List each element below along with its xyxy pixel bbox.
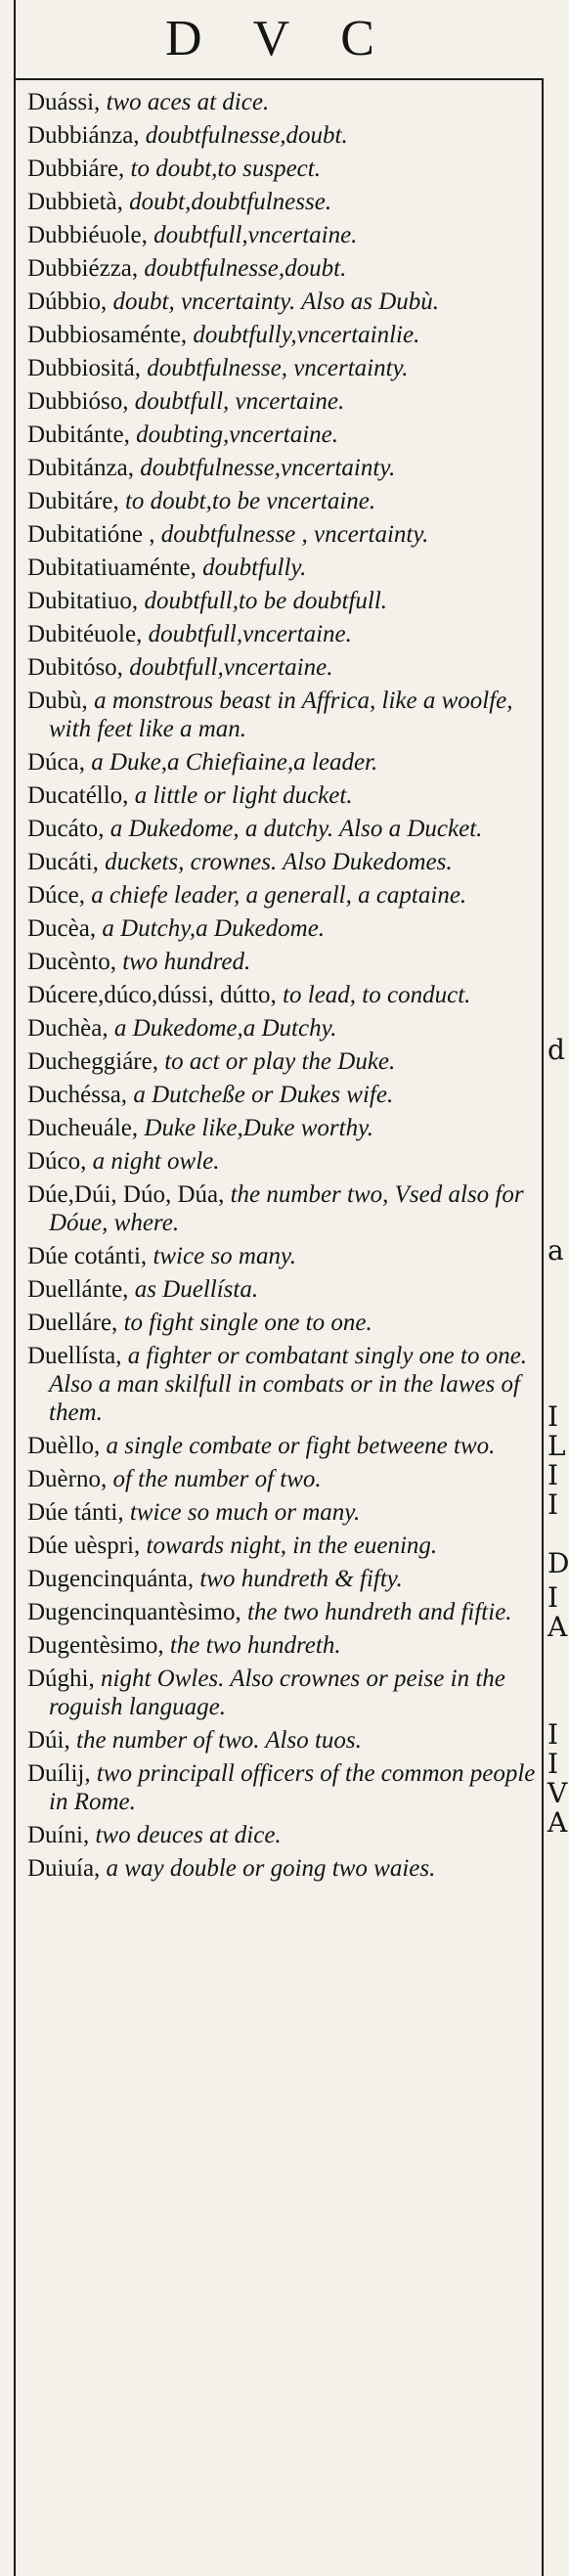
- dictionary-entry: [27, 1432, 536, 1460]
- entry-headword: Dubitáre,: [27, 488, 119, 514]
- entry-headword: Duássi,: [27, 89, 101, 115]
- dictionary-entry: [27, 620, 536, 648]
- entry-definition: doubtfull, vncertaine.: [134, 388, 345, 415]
- entry-definition: towards night, in the euening.: [146, 1532, 438, 1559]
- entry-headword: Duèllo,: [27, 1433, 101, 1459]
- entry-headword: Dubù,: [27, 688, 88, 714]
- entry-headword: Dúbbio,: [27, 289, 108, 315]
- entry-definition: the two hundreth and fiftie.: [246, 1599, 512, 1625]
- entry-definition: twice so many.: [153, 1243, 296, 1269]
- entry-definition: to act or play the Duke.: [164, 1048, 396, 1075]
- fragment-letter: d: [547, 1034, 565, 1066]
- entry-headword: Dubitéuole,: [27, 621, 143, 647]
- entry-headword: Dúghi,: [27, 1666, 95, 1692]
- dictionary-entry: [27, 781, 536, 810]
- fragment-letter: I: [547, 1581, 559, 1614]
- entry-headword: Duílij,: [27, 1760, 91, 1787]
- entry-definition: doubtfulnesse,doubt.: [144, 255, 347, 282]
- entry-headword: Duèrno,: [27, 1466, 108, 1492]
- dictionary-entry: [27, 155, 536, 183]
- fragment-letter: I: [547, 1459, 559, 1491]
- entry-headword: Duíni,: [27, 1822, 90, 1848]
- entry-definition: a Duke,a Chiefiaine,a leader.: [91, 749, 378, 776]
- entry-headword: Duiuía,: [27, 1855, 101, 1882]
- dictionary-entry: [27, 1309, 536, 1337]
- fragment-letter: I: [547, 1748, 559, 1780]
- fragment-letter: I: [547, 1488, 559, 1521]
- dictionary-entry: [27, 487, 536, 515]
- entry-headword: Dúi,: [27, 1727, 70, 1754]
- header-rule: [14, 78, 542, 80]
- entry-definition: to fight single one to one.: [123, 1310, 372, 1336]
- entry-headword: Dúco,: [27, 1148, 87, 1175]
- entry-headword: Duellísta,: [27, 1343, 122, 1369]
- entry-definition: doubtfull,vncertaine.: [129, 654, 333, 681]
- entry-definition: the two hundreth.: [169, 1632, 341, 1659]
- dictionary-entry: [27, 1532, 536, 1560]
- entry-headword: Dubitánza,: [27, 455, 134, 481]
- entry-definition: doubtfully,vncertainlie.: [193, 322, 420, 348]
- entry-definition: to lead, to conduct.: [283, 982, 471, 1008]
- dictionary-entry: [27, 221, 536, 249]
- dictionary-entry: [27, 1598, 536, 1626]
- entry-headword: Dúe tánti,: [27, 1499, 124, 1526]
- entry-definition: as Duellísta.: [134, 1276, 259, 1303]
- dictionary-entry: [27, 1242, 536, 1270]
- entry-definition: doubting,vncertaine.: [136, 422, 338, 448]
- entry-definition: a chiefe leader, a generall, a captaine.: [91, 882, 467, 909]
- fragment-letter: D: [547, 1547, 569, 1579]
- entry-list: [27, 88, 536, 1888]
- entry-headword: Dúca,: [27, 749, 85, 776]
- entry-definition: of the number of two.: [112, 1466, 322, 1492]
- entry-definition: two deuces at dice.: [95, 1822, 282, 1848]
- dictionary-entry: [27, 88, 536, 116]
- dictionary-entry: [27, 1342, 536, 1427]
- entry-definition: a Dukedome,a Dutchy.: [113, 1015, 337, 1042]
- left-margin-rule: [14, 0, 16, 2576]
- entry-definition: a little or light ducket.: [134, 782, 353, 809]
- dictionary-entry: [27, 121, 536, 150]
- entry-headword: Dúe cotánti,: [27, 1243, 148, 1269]
- fragment-letter: I: [547, 1400, 559, 1433]
- entry-definition: two principall officers of the common people in Rome.: [49, 1760, 536, 1815]
- entry-headword: Duellánte,: [27, 1276, 129, 1303]
- dictionary-entry: [27, 1014, 536, 1043]
- entry-definition: a single combate or fight betweene two.: [106, 1433, 496, 1459]
- entry-definition: to doubt,to be vncertaine.: [124, 488, 376, 514]
- fragment-letter: V: [547, 1777, 568, 1809]
- dictionary-entry: [27, 1180, 536, 1237]
- dictionary-entry: [27, 1821, 536, 1849]
- dictionary-entry: [27, 1565, 536, 1593]
- dictionary-entry: [27, 948, 536, 976]
- fragment-letter: A: [547, 1611, 568, 1643]
- entry-definition: doubtfulnesse,vncertainty.: [140, 455, 396, 481]
- entry-definition: two hundred.: [122, 949, 251, 975]
- entry-definition: doubtfull,vncertaine.: [148, 621, 352, 647]
- entry-definition: night Owles. Also crownes or peise in the roguish language.: [49, 1666, 505, 1720]
- entry-definition: the number of two. Also tuos.: [76, 1727, 362, 1754]
- entry-headword: Dúe uèspri,: [27, 1532, 141, 1559]
- dictionary-entry: [27, 1114, 536, 1142]
- dictionary-entry: [27, 1081, 536, 1109]
- entry-definition: doubtfull,vncertaine.: [153, 222, 358, 248]
- entry-definition: twice so much or many.: [129, 1499, 361, 1526]
- dictionary-entry: [27, 1631, 536, 1660]
- entry-definition: a fighter or combatant singly one to one. Also a man skilfull in combats or in the lawes of them.: [49, 1343, 528, 1426]
- entry-headword: Dubitánte,: [27, 422, 130, 448]
- entry-headword: Dubbiáre,: [27, 155, 125, 182]
- dictionary-entry: [27, 387, 536, 416]
- dictionary-entry: [27, 1726, 536, 1754]
- dictionary-entry: [27, 687, 536, 743]
- entry-headword: Dúe,Dúi, Dúo, Dúa,: [27, 1181, 225, 1208]
- entry-definition: doubt,doubtfulnesse.: [129, 189, 332, 215]
- entry-headword: Duelláre,: [27, 1310, 118, 1336]
- entry-definition: a Dutcheße or Dukes wife.: [133, 1082, 394, 1108]
- dictionary-entry: [27, 881, 536, 910]
- entry-headword: Dubbietà,: [27, 189, 123, 215]
- entry-headword: Dubbiosaménte,: [27, 322, 188, 348]
- entry-headword: Dubbiositá,: [27, 355, 141, 381]
- entry-definition: a Dukedome, a dutchy. Also a Ducket.: [109, 816, 483, 842]
- entry-headword: Dugentèsimo,: [27, 1632, 164, 1659]
- entry-headword: Dubbiézza,: [27, 255, 139, 282]
- dictionary-entry: [27, 1665, 536, 1721]
- entry-headword: Ducènto,: [27, 949, 116, 975]
- entry-headword: Dugencinquánta,: [27, 1566, 195, 1592]
- entry-definition: to doubt,to suspect.: [130, 155, 321, 182]
- entry-definition: a way double or going two waies.: [106, 1855, 436, 1882]
- entry-headword: Ducheuále,: [27, 1115, 139, 1141]
- entry-definition: the number two, Vsed also for Dóue, where.: [49, 1181, 524, 1236]
- entry-headword: Dubitóso,: [27, 654, 123, 681]
- entry-definition: doubt, vncertainty. Also as Dubù.: [112, 289, 440, 315]
- dictionary-entry: [27, 520, 536, 549]
- entry-headword: Dugencinquantèsimo,: [27, 1599, 241, 1625]
- dictionary-entry: [27, 653, 536, 682]
- entry-headword: Dubbióso,: [27, 388, 129, 415]
- entry-headword: Dubitatiuaménte,: [27, 555, 197, 581]
- running-head: D V C: [165, 11, 394, 67]
- entry-headword: Dubbiéuole,: [27, 222, 148, 248]
- dictionary-entry: [27, 1759, 536, 1816]
- entry-headword: Dubitatiuo,: [27, 588, 139, 614]
- dictionary-entry: [27, 1498, 536, 1527]
- dictionary-entry: [27, 981, 536, 1009]
- dictionary-entry: [27, 848, 536, 876]
- entry-definition: a monstrous beast in Affrica, like a woolfe, with feet like a man.: [49, 688, 513, 742]
- entry-headword: Dúcere,dúco,dússi, dútto,: [27, 982, 277, 1008]
- entry-headword: Ducáto,: [27, 816, 105, 842]
- entry-headword: Ducheggiáre,: [27, 1048, 158, 1075]
- dictionary-entry: [27, 815, 536, 843]
- dictionary-entry: [27, 454, 536, 482]
- entry-definition: doubtfulnesse, vncertainty.: [147, 355, 409, 381]
- entry-definition: doubtfully.: [202, 555, 307, 581]
- dictionary-entry: [27, 321, 536, 349]
- entry-definition: Duke like,Duke worthy.: [144, 1115, 374, 1141]
- fragment-letter: I: [547, 1718, 559, 1751]
- dictionary-entry: [27, 254, 536, 283]
- entry-definition: two aces at dice.: [106, 89, 270, 115]
- entry-definition: doubtfulnesse,doubt.: [145, 122, 348, 149]
- dictionary-entry: [27, 288, 536, 316]
- entry-headword: Duchèa,: [27, 1015, 109, 1042]
- dictionary-entry: [27, 1147, 536, 1176]
- dictionary-entry: [27, 1465, 536, 1493]
- adjacent-column-fragment: [547, 78, 569, 2576]
- column-rule: [542, 78, 544, 2576]
- entry-headword: Dúce,: [27, 882, 85, 909]
- dictionary-entry: [27, 748, 536, 777]
- entry-definition: doubtfull,to be doubtfull.: [144, 588, 388, 614]
- dictionary-entry: [27, 1047, 536, 1076]
- entry-headword: Dubitatióne ,: [27, 521, 155, 548]
- dictionary-entry: [27, 1854, 536, 1883]
- dictionary-entry: [27, 914, 536, 943]
- dictionary-entry: [27, 554, 536, 582]
- entry-headword: Duchéssa,: [27, 1082, 128, 1108]
- entry-definition: a Dutchy,a Dukedome.: [102, 915, 326, 942]
- entry-headword: Dubbiánza,: [27, 122, 140, 149]
- entry-definition: duckets, crownes. Also Dukedomes.: [105, 849, 453, 875]
- entry-definition: doubtfulnesse , vncertainty.: [160, 521, 429, 548]
- fragment-letter: a: [547, 1234, 564, 1266]
- entry-headword: Ducáti,: [27, 849, 99, 875]
- dictionary-entry: [27, 1275, 536, 1304]
- dictionary-entry: [27, 421, 536, 449]
- dictionary-entry: [27, 354, 536, 382]
- entry-headword: Ducatéllo,: [27, 782, 129, 809]
- dictionary-entry: [27, 188, 536, 216]
- dictionary-entry: [27, 587, 536, 615]
- entry-definition: a night owle.: [92, 1148, 220, 1175]
- entry-definition: two hundreth & fifty.: [199, 1566, 403, 1592]
- fragment-letter: L: [547, 1430, 566, 1462]
- fragment-letter: A: [547, 1806, 568, 1839]
- entry-headword: Ducèa,: [27, 915, 97, 942]
